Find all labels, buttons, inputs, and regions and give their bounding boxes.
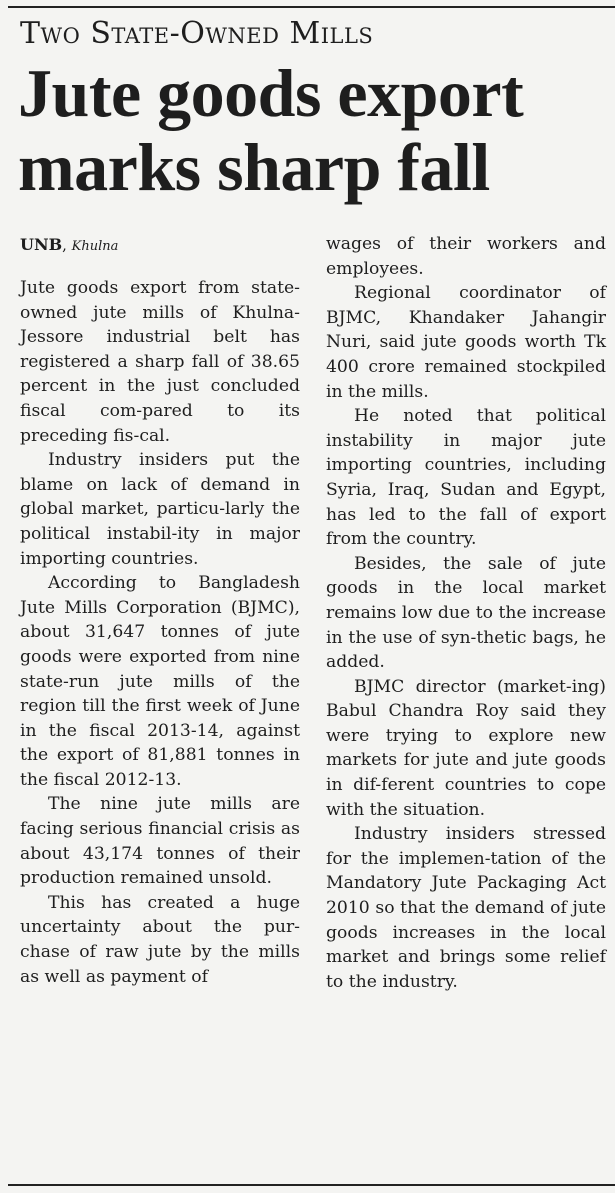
paragraph: This has created a huge uncertainty about the pur-chase of raw jute by the mills as well as payment of bbox=[20, 892, 300, 987]
top-rule bbox=[8, 6, 615, 8]
paragraph: He noted that political instability in major jute importing countries, including Syria, Iraq, Sudan and Egypt, has led to the fall of export from the country. bbox=[326, 406, 606, 550]
paragraph: Besides, the sale of jute goods in the local market remains low due to the increase in the use of syn-thetic bags, he added. bbox=[326, 553, 606, 673]
headline-line-1: Jute goods export bbox=[18, 55, 524, 131]
byline-agency: UNB bbox=[20, 235, 63, 254]
kicker: Two State-Owned Mills bbox=[20, 16, 374, 51]
paragraph: BJMC director (market-ing) Babul Chandra Roy said they were trying to explore new markets for jute and jute goods in dif-ferent countries to cope with the situation. bbox=[326, 676, 606, 820]
byline-place: Khulna bbox=[71, 239, 119, 254]
article-column-2 bbox=[326, 232, 606, 994]
article-column-1 bbox=[20, 232, 300, 989]
paragraph: According to Bangladesh Jute Mills Corporation (BJMC), about 31,647 tonnes of jute goods were exported from nine state-run jute mills of the region till the first week of June in the fiscal 2013-14, against the export of 81,881 tonnes in the fiscal 2012-13. bbox=[20, 573, 300, 790]
paragraph: Industry insiders put the blame on lack of demand in global market, particu-larly the political instabil-ity in major importing countries. bbox=[20, 450, 300, 569]
paragraph: Industry insiders stressed for the implemen-tation of the Mandatory Jute Packaging Act 2010 so that the demand of jute goods increases in the local market and brings some relief to the industry. bbox=[326, 824, 606, 992]
paragraph: Jute goods export from state-owned jute mills of Khulna-Jessore industrial belt has registered a sharp fall of 38.65 percent in the just concluded fiscal com-pared to its preceding fis-cal. bbox=[20, 278, 300, 446]
byline bbox=[20, 232, 300, 276]
bottom-rule bbox=[8, 1184, 615, 1186]
headline bbox=[18, 56, 523, 204]
headline-line-2: marks sharp fall bbox=[18, 129, 490, 205]
byline-separator: , bbox=[62, 236, 72, 254]
paragraph: Regional coordinator of BJMC, Khandaker Jahangir Nuri, said jute goods worth Tk 400 crore remained stockpiled in the mills. bbox=[326, 283, 606, 402]
paragraph-continued: wages of their workers and employees. bbox=[326, 234, 606, 279]
paragraph: The nine jute mills are facing serious financial crisis as about 43,174 tonnes of their production remained unsold. bbox=[20, 794, 300, 889]
